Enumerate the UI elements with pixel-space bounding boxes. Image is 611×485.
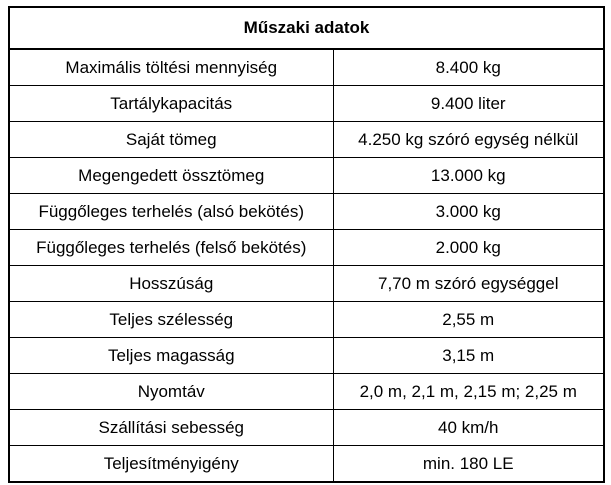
row-label: Maximális töltési mennyiség <box>9 49 333 86</box>
row-label: Szállítási sebesség <box>9 410 333 446</box>
table-row <box>9 86 604 122</box>
row-value: 3.000 kg <box>333 194 604 230</box>
row-label: Megengedett össztömeg <box>9 158 333 194</box>
table-row <box>9 374 604 410</box>
table-row <box>9 302 604 338</box>
row-label: Hosszúság <box>9 266 333 302</box>
row-value: 2.000 kg <box>333 230 604 266</box>
row-value: 9.400 liter <box>333 86 604 122</box>
row-label: Nyomtáv <box>9 374 333 410</box>
table-row <box>9 410 604 446</box>
table-row <box>9 158 604 194</box>
row-value: 2,55 m <box>333 302 604 338</box>
table-row <box>9 266 604 302</box>
table-row <box>9 230 604 266</box>
row-value: 3,15 m <box>333 338 604 374</box>
table-header-row <box>9 7 604 49</box>
table-row <box>9 49 604 86</box>
row-label: Saját tömeg <box>9 122 333 158</box>
table-title: Műszaki adatok <box>9 7 604 49</box>
specifications-table <box>8 6 605 483</box>
row-value: 4.250 kg szóró egység nélkül <box>333 122 604 158</box>
row-label: Teljes szélesség <box>9 302 333 338</box>
row-label: Tartálykapacitás <box>9 86 333 122</box>
row-value: min. 180 LE <box>333 446 604 483</box>
row-label: Teljes magasság <box>9 338 333 374</box>
table-row <box>9 194 604 230</box>
table-row <box>9 122 604 158</box>
row-value: 7,70 m szóró egységgel <box>333 266 604 302</box>
row-value: 13.000 kg <box>333 158 604 194</box>
row-value: 40 km/h <box>333 410 604 446</box>
table-row <box>9 338 604 374</box>
table-row <box>9 446 604 483</box>
row-label: Függőleges terhelés (alsó bekötés) <box>9 194 333 230</box>
row-label: Függőleges terhelés (felső bekötés) <box>9 230 333 266</box>
row-value: 2,0 m, 2,1 m, 2,15 m; 2,25 m <box>333 374 604 410</box>
row-value: 8.400 kg <box>333 49 604 86</box>
row-label: Teljesítményigény <box>9 446 333 483</box>
